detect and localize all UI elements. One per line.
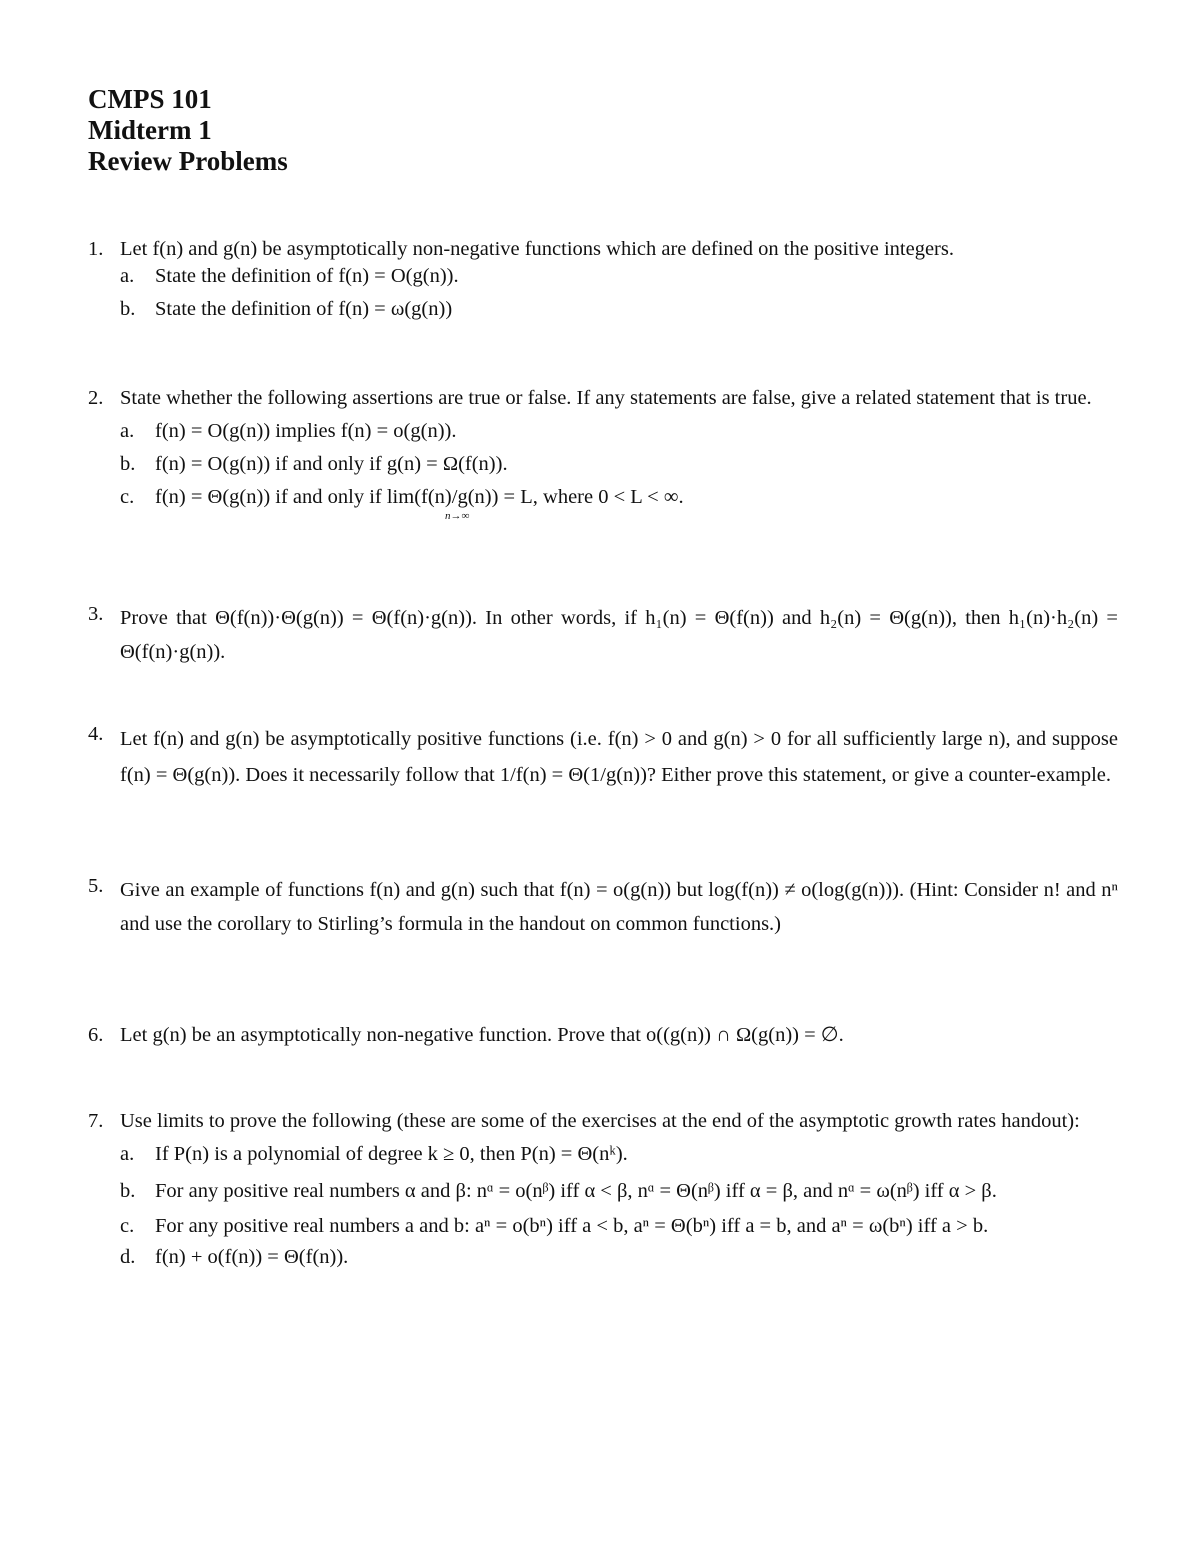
problem-text: Use limits to prove the following (these are some of the exercises at the end of the asymptotic growth rates handout): <box>120 1110 1080 1132</box>
part-text: For any positive real numbers a and b: aⁿ = o(bⁿ) iff a < b, aⁿ = Θ(bⁿ) iff a = b, and aⁿ = ω(bⁿ) iff a > b. <box>155 1215 989 1237</box>
problem-1 <box>88 236 1118 323</box>
problem-text: Prove that Θ(f(n))·Θ(g(n)) = Θ(f(n)·g(n)). In other words, if h₁(n) = Θ(f(n)) and h₂(n) = Θ(g(n)), then h₁(n)·h₂(n) = Θ(f(n)·g(n)). <box>120 607 1118 663</box>
part-text: For any positive real numbers α and β: nᵅ = o(nᵝ) iff α < β, nᵅ = Θ(nᵝ) iff α = β, and nᵅ = ω(nᵝ) iff α > β. <box>155 1180 997 1202</box>
exam-title: Midterm 1 <box>88 115 212 145</box>
problem-number: 6. <box>88 1024 104 1046</box>
part-label: b. <box>120 453 136 475</box>
problem-number: 3. <box>88 603 104 625</box>
course-title: CMPS 101 <box>88 84 212 114</box>
problem-text: Let f(n) and g(n) be asymptotically positive functions (i.e. f(n) > 0 and g(n) > 0 for all sufficiently large n), and suppose f(n) = Θ(g(n)). Does it necessarily follow that 1/f(n) = Θ(1/g(n))? Either prove this statement, or give a counter-example. <box>120 728 1118 786</box>
problem-number: 7. <box>88 1110 104 1132</box>
problem-part <box>120 418 1118 445</box>
problem-2 <box>88 385 1118 522</box>
part-text: If P(n) is a polynomial of degree k ≥ 0, then P(n) = Θ(nᵏ). <box>155 1143 628 1165</box>
part-label: d. <box>120 1246 136 1268</box>
problem-text: Give an example of functions f(n) and g(n) such that f(n) = o(g(n)) but log(f(n)) ≠ o(log(g(n))). (Hint: Consider n! and nⁿ and use the corollary to Stirling’s formula in the handout on common functions.) <box>120 879 1118 935</box>
problem-part <box>120 484 1118 522</box>
problem-number: 1. <box>88 238 104 260</box>
limit-subscript: n→∞ <box>445 510 470 522</box>
part-label: a. <box>120 420 135 442</box>
problem-6 <box>88 1022 1118 1049</box>
part-text: f(n) = Θ(g(n)) if and only if lim(f(n)/g(n)) = L, where 0 < L < ∞. <box>155 486 684 508</box>
problem-text: State whether the following assertions are true or false. If any statements are false, give a related statement that is true. <box>120 387 1092 409</box>
problem-part <box>120 1244 1118 1271</box>
problem-number: 2. <box>88 387 104 409</box>
part-label: b. <box>120 298 136 320</box>
part-text: State the definition of f(n) = O(g(n)). <box>155 265 459 287</box>
problem-text: Let g(n) be an asymptotically non-negative function. Prove that o((g(n)) ∩ Ω(g(n)) = ∅. <box>120 1024 844 1046</box>
part-text: State the definition of f(n) = ω(g(n)) <box>155 298 453 320</box>
document-subtitle: Review Problems <box>88 146 288 176</box>
part-text: f(n) + o(f(n)) = Θ(f(n)). <box>155 1246 349 1268</box>
problem-4 <box>88 721 1118 793</box>
document-header <box>88 84 288 177</box>
part-label: b. <box>120 1180 136 1202</box>
part-text: f(n) = O(g(n)) if and only if g(n) = Ω(f(n)). <box>155 453 508 475</box>
problem-part <box>120 296 1118 323</box>
problem-number: 5. <box>88 875 104 897</box>
problem-part <box>120 1211 1118 1242</box>
problem-part <box>120 1141 1118 1168</box>
part-label: c. <box>120 486 135 508</box>
problem-part <box>120 451 1118 478</box>
problem-part <box>120 1174 1118 1209</box>
problem-part <box>120 263 1118 290</box>
part-label: c. <box>120 1215 135 1237</box>
problem-text: Let f(n) and g(n) be asymptotically non-negative functions which are defined on the positive integers. <box>120 238 954 260</box>
part-text: f(n) = O(g(n)) implies f(n) = o(g(n)). <box>155 420 457 442</box>
part-label: a. <box>120 1143 135 1165</box>
problem-5 <box>88 873 1118 941</box>
problem-7 <box>88 1108 1118 1271</box>
problem-3 <box>88 601 1118 669</box>
problem-number: 4. <box>88 723 104 745</box>
part-label: a. <box>120 265 135 287</box>
